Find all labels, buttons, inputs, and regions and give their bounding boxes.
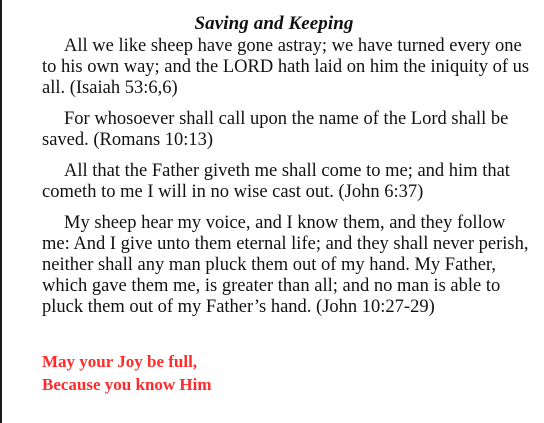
- passage-john-10: My sheep hear my voice, and I know them, and they follow me: And I give unto them eternal life; and they shall never perish, neither shall any man pluck them out of my hand. My Father, which gave them me, is greater than all; and no man is able to pluck them out of my Father’s hand. (John 10:27-29): [42, 213, 529, 317]
- closing-message: [42, 350, 442, 396]
- closing-line-2: Because you know Him: [42, 375, 212, 394]
- passage-isaiah: All we like sheep have gone astray; we have turned every one to his own way; and the LORD hath laid on him the iniquity of us all. (Isaiah 53:6,6): [42, 36, 530, 98]
- page-title: Saving and Keeping: [194, 13, 354, 34]
- scripture-passages: [42, 36, 534, 328]
- passage-romans: For whosoever shall call upon the name of the Lord shall be saved. (Romans 10:13): [42, 109, 509, 150]
- closing-line-1: May your Joy be full,: [42, 352, 198, 371]
- passage-john-6: All that the Father giveth me shall come to me; and him that cometh to me I will in no wise cast out. (John 6:37): [42, 161, 510, 202]
